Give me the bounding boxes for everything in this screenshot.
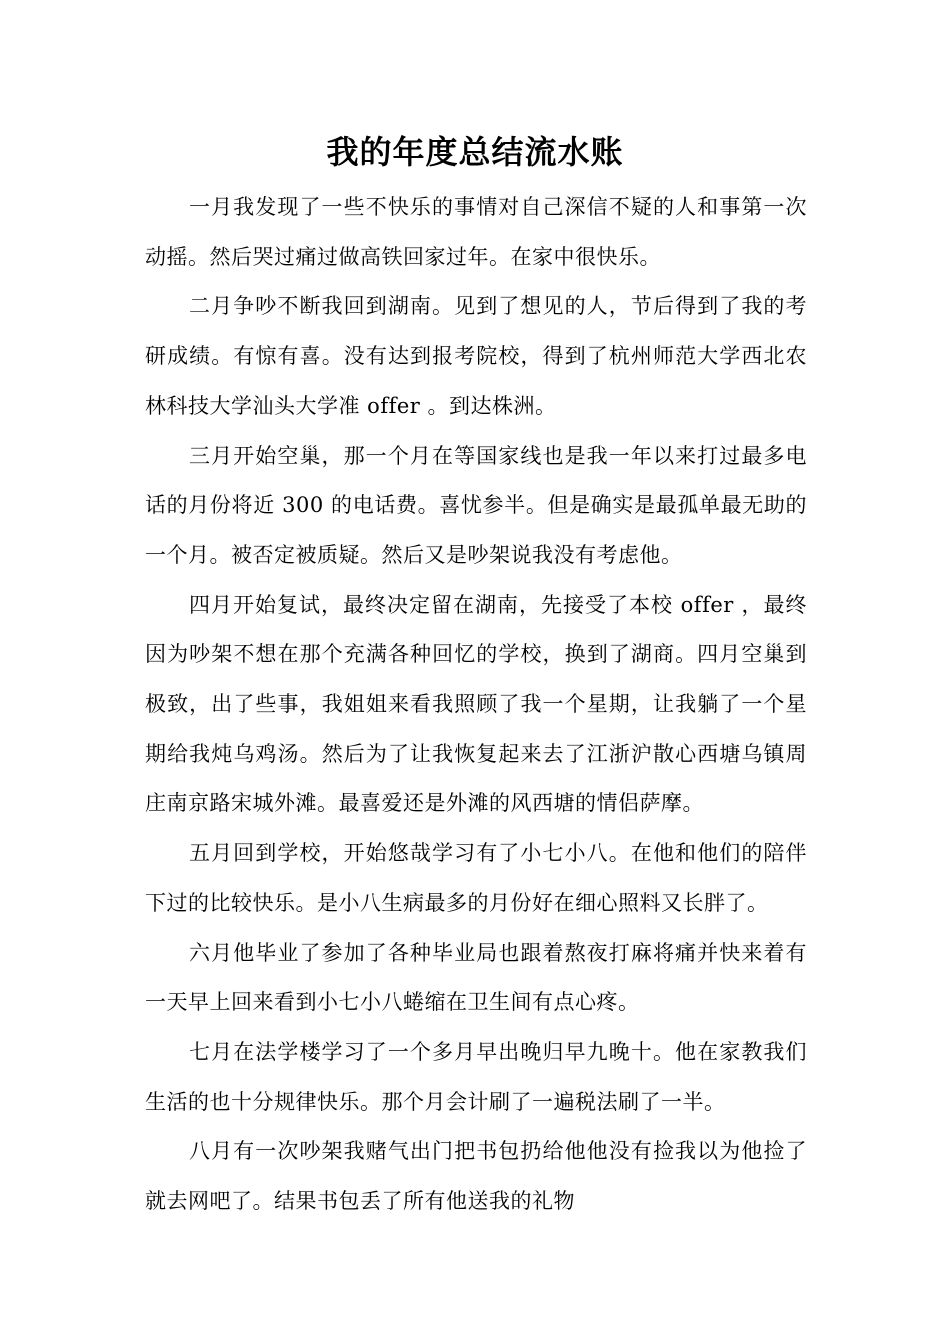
paragraph-april: 四月开始复试，最终决定留在湖南，先接受了本校 offer ，最终因为吵架不想在那个充满各种回忆的学校，换到了湖商。四月空巢到极致，出了些事，我姐姐来看我照顾了我一个星期，让我躺了一个星期给我炖乌鸡汤。然后为了让我恢复起来去了江浙沪散心西塘乌镇周庄南京路宋城外滩。最喜爱还是外滩的风西塘的情侣萨摩。 [145, 592, 807, 816]
document-title: 我的年度总结流水账 [326, 133, 624, 171]
paragraph-august: 八月有一次吵架我赌气出门把书包扔给他他没有捡我以为他捡了就去网吧了。结果书包丢了所有他送我的礼物 [145, 1139, 807, 1214]
document-body [145, 183, 807, 1227]
paragraph-february: 二月争吵不断我回到湖南。见到了想见的人，节后得到了我的考研成绩。有惊有喜。没有达到报考院校，得到了杭州师范大学西北农林科技大学汕头大学准 offer 。到达株洲。 [145, 294, 807, 418]
paragraph-june: 六月他毕业了参加了各种毕业局也跟着熬夜打麻将痛并快来着有一天早上回来看到小七小八蜷缩在卫生间有点心疼。 [145, 940, 807, 1015]
paragraph-january: 一月我发现了一些不快乐的事情对自己深信不疑的人和事第一次动摇。然后哭过痛过做高铁回家过年。在家中很快乐。 [145, 195, 807, 269]
paragraph-may: 五月回到学校，开始悠哉学习有了小七小八。在他和他们的陪伴下过的比较快乐。是小八生病最多的月份好在细心照料又长胖了。 [145, 841, 807, 915]
paragraph-july: 七月在法学楼学习了一个多月早出晚归早九晚十。他在家教我们生活的也十分规律快乐。那个月会计刷了一遍税法刷了一半。 [145, 1039, 807, 1114]
paragraph-march: 三月开始空巢，那一个月在等国家线也是我一年以来打过最多电话的月份将近 300 的电话费。喜忧参半。但是确实是最孤单最无助的一个月。被否定被质疑。然后又是吵架说我没有考虑他。 [145, 443, 807, 567]
